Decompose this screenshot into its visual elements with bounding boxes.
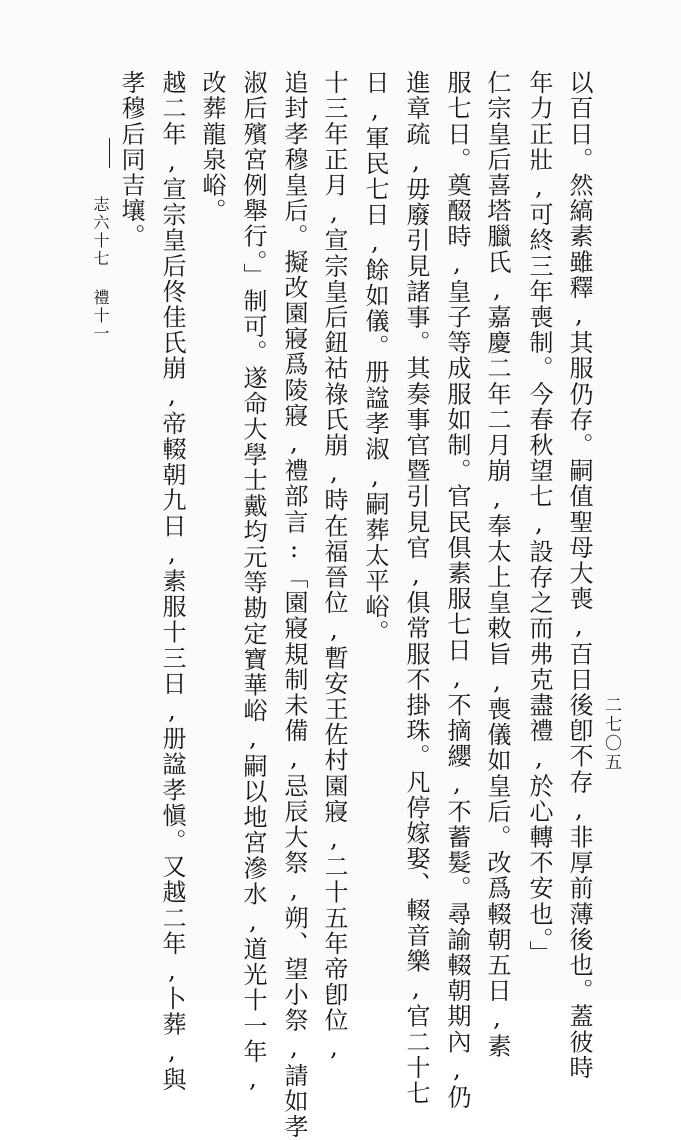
text-column-9: 淑后殯宮例舉行。」制可。遂命大學士戴均元等勘定寶華峪,嗣以地宮滲水,道光十一年,	[239, 70, 267, 1094]
text-column-10: 改葬龍泉峪。	[198, 70, 226, 224]
text-column-4: 服七日。奠醊時,皇子等成服如制。官民俱素服七日,不摘纓,不蓄髮。尋諭輟朝期內,仍	[443, 70, 471, 1110]
text-column-6: 日,軍民七日,餘如儀。册諡孝淑,嗣葬太平峪。	[361, 70, 389, 646]
page-number: 二七〇五	[601, 696, 621, 772]
text-column-8: 追封孝穆皇后。擬改園寢爲陵寢,禮部言:「園寢規制未備,忌辰大祭,朔、望小祭,請如孝	[280, 70, 308, 1140]
text-column-3: 仁宗皇后喜塔臘氏,嘉慶二年二月崩,奉太上皇敕旨,喪儀如皇后。改爲輟朝五日,素	[483, 70, 511, 1059]
column-rule	[109, 138, 110, 168]
text-column-12: 孝穆后同吉壤。	[117, 70, 145, 250]
running-head: 志六十七 禮十一	[91, 196, 110, 343]
text-column-2: 年力正壯,可終三年喪制。今春秋望七,設存之而弗克盡禮,於心轉不安也。」	[525, 70, 553, 966]
text-column-1: 以百日。然縞素雖釋,其服仍存。嗣值聖母大喪,百日後卽不存,非厚前薄後也。蓋彼時	[565, 70, 593, 1081]
text-column-5: 進章疏,毋廢引見諸事。其奏事官暨引見官,俱常服不掛珠。凡停嫁娶、輟音樂,官二十七	[402, 70, 430, 1106]
text-column-11: 越二年,宣宗皇后佟佳氏崩,帝輟朝九日,素服十三日,册諡孝愼。又越二年,卜葬,與	[158, 70, 186, 1093]
text-column-7: 十三年正月,宣宗皇后鈕祜祿氏崩,時在福晉位,暫安王佐村園寢,二十五年帝卽位,	[320, 70, 348, 1063]
